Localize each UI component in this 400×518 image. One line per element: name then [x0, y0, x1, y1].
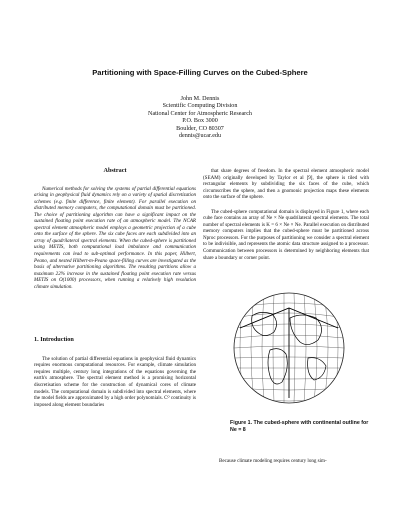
paper-title: Partitioning with Space-Filling Curves on the Cubed-Sphere	[92, 68, 308, 77]
cubed-sphere-figure	[230, 288, 348, 408]
figure-caption: Figure 1. The cubed-sphere with continental outline for Ne = 8	[230, 420, 369, 433]
right-column-paragraph-2: The cubed-sphere computational domain is displayed in Figure 1, where each cube face contains an array of Ne × Ne quadrilateral spectral elements. The total number of spectral elements is K = 6 × Ne × Ne. Parallel execution on distributed memory computers implies that the cubed-sphere must be partitioned across Nproc processors. For the purposes of partitioning we consider a spectral element to be indivisible, and represents the atomic data structure assigned to a processor. Communication between processors is determined by neighboring elements that share a boundary or corner point.	[203, 208, 369, 261]
intro-paragraph: The solution of partial differential equations in geophysical fluid dynamics requires enormous computational resources. For example, climate simulation requires multiple, century long integrations of the equations governing the earth's atmosphere. The spectral element method is a promising horizontal discretisation scheme for the construction of dynamical cores of climate models. The computational domain is subdivided into spectral elements, where the model fields are approximated by a high order polynomials. C⁰ continuity is imposed along element boundaries	[34, 355, 196, 408]
author-name: John M. Dennis	[180, 96, 220, 102]
section-heading-introduction: 1. Introduction	[34, 336, 74, 344]
left-column	[34, 168, 196, 416]
author-block	[0, 96, 400, 140]
author-division: Scientific Computing Division	[162, 103, 238, 110]
abstract-text: Numerical methods for solving the systems of partial differential equations arising in geophysical fluid dynamics rely on a variety of spatial discretization schemes (e.g. finite difference, finite element). For parallel execution on distributed memory computers, the computational domain must be partitioned. The choice of partitioning algorithm can have a significant impact on the sustained floating point execution rate of an atmospheric model. The NCAR spectral element atmospheric model employs a geometric projection of a cube onto the surface of the sphere. The six cube faces are each subdivided into an array of quadrilateral spectral elements. When the cubed-sphere is partitioned using METIS, both computational load imbalance and communication requirements can lead to sub-optimal performance. In this paper, Hilbert, Peano, and nested Hilbert-m-Peano space-filling curves are investigated as the basis of alternative partitioning algorithms. The resulting partitions allow a maximum 22% increase in the sustained floating point execution rate versus METIS on O(1000) processors, when running a relatively high resolution climate simulation.	[34, 185, 196, 290]
abstract-heading: Abstract	[103, 167, 127, 174]
right-column-paragraph-1: that share degrees of freedom. In the spectral element atmospheric model (SEAM) originally developed by Taylor et al [9], the sphere is tiled with rectangular elements by subdividing the six faces of the cube, which circumscribes the sphere, and then a gnomonic projection maps these elements onto the surface of the sphere.	[203, 168, 369, 201]
right-column	[203, 168, 369, 269]
author-city: Boulder, CO 80307	[176, 125, 224, 132]
author-email: dennis@ucar.edu	[179, 133, 221, 140]
right-column-continuation: Because climate modeling requires century long sim-	[219, 458, 327, 464]
cubed-sphere-graphic	[230, 288, 348, 408]
author-organization: National Center for Atmospheric Research	[148, 110, 252, 117]
author-po-box: P.O. Box 3000	[182, 118, 218, 125]
